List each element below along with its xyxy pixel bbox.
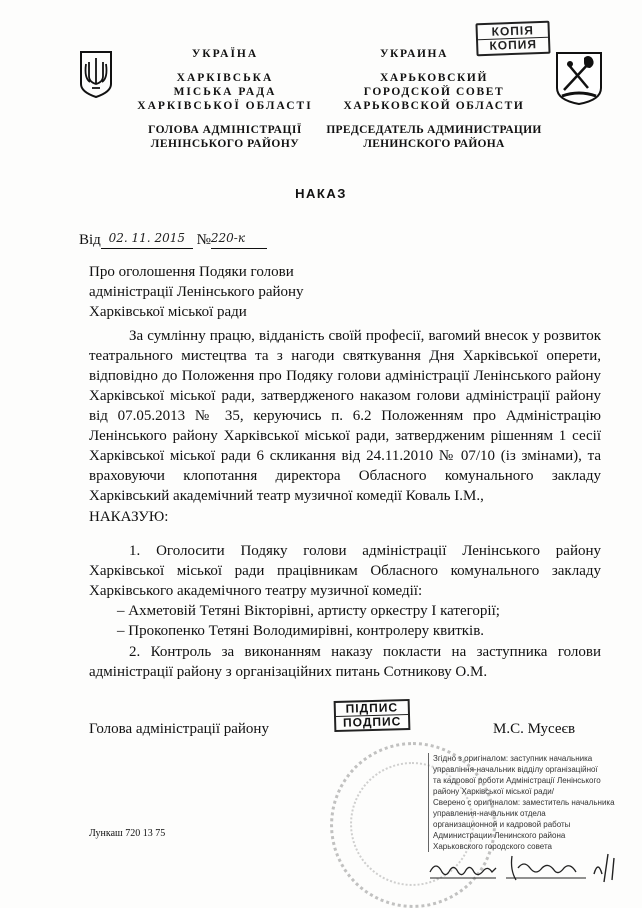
- council-ua-1: ХАРКІВСЬКА: [176, 72, 274, 84]
- country-ru: УКРАИНА: [379, 48, 449, 60]
- preamble-line: Ленінського району Харківської міської ради, затвердженим рішенням 1 сесії: [89, 428, 601, 444]
- certification-line: району Харківської міської ради/: [433, 787, 554, 796]
- preamble-line: Харківської міської ради 6 скликання від 24.11.2010 № 07/10 (із змінами), та: [89, 448, 601, 464]
- date-number-row: [79, 230, 339, 251]
- council-ru-3: ХАРЬКОВСКОЙ ОБЛАСТИ: [343, 100, 525, 112]
- certification-line: управління-начальник відділу організаційної: [433, 765, 598, 774]
- certification-line: Харьковского городского совета: [433, 842, 552, 851]
- council-ru-1: ХАРЬКОВСКИЙ: [379, 72, 489, 84]
- trident-emblem-icon: [78, 50, 114, 98]
- signatory-position: Голова адміністрації району: [89, 721, 269, 737]
- signature-stamp-line2: ПОДПИС: [342, 714, 402, 730]
- certification-line: Администрации Ленинского района: [433, 831, 566, 840]
- signatory-name: М.С. Мусеєв: [493, 721, 576, 737]
- preamble-paragraph: [89, 326, 601, 506]
- preamble-line: Харківський академічний театр музичної комедії Коваль І.М.,: [89, 488, 484, 504]
- header-left: [130, 47, 320, 151]
- country-ua: УКРАЇНА: [191, 48, 259, 60]
- subject-line: адміністрації Ленінського району: [89, 284, 304, 300]
- preamble-line: враховуючи клопотання директора Обласного комунального закладу: [89, 468, 601, 484]
- council-ua-3: ХАРКІВСЬКОЇ ОБЛАСТІ: [137, 100, 313, 112]
- certification-line: Згідно з оригіналом: заступник начальника: [433, 754, 593, 763]
- council-ua-2: МІСЬКА РАДА: [173, 86, 277, 98]
- item-2: [89, 642, 601, 682]
- item-1-line: Харківського академічного театру музичної комедії:: [89, 583, 423, 599]
- head-ru-2: ЛЕНИНСКОГО РАЙОНА: [363, 138, 505, 150]
- city-coat-of-arms-icon: [554, 50, 604, 106]
- item-1-line: 1. Оголосити Подяку голови адміністрації Ленінського району: [129, 543, 601, 559]
- certification-line: Сверено с оригиналом: заместитель начальника: [433, 798, 615, 807]
- certification-line: управления-начальник отдела: [433, 809, 546, 818]
- date-prefix: Від: [79, 232, 101, 248]
- item-2-line: 2. Контроль за виконанням наказу покласти на заступника голови: [129, 644, 601, 660]
- item-1-list-entry: – Ахметовій Тетяні Вікторівні, артисту оркестру І категорії;: [117, 603, 500, 619]
- signature-stamp: [334, 699, 411, 732]
- document-title: НАКАЗ: [295, 186, 347, 201]
- subject-block: [89, 262, 389, 322]
- item-1: [89, 541, 601, 641]
- subject-line: Харківської міської ради: [89, 304, 247, 320]
- preamble-line: За сумлінну працю, відданість своїй професії, вагомий внесок у розвиток: [129, 328, 601, 344]
- certification-block: [428, 753, 619, 852]
- copy-stamp-line1: КОПІЯ: [478, 24, 548, 40]
- item-1-line: Харківської міської ради працівникам Обласного комунального закладу: [89, 563, 601, 579]
- header-right: [326, 47, 542, 151]
- certification-line: организационной и кадровой работы: [433, 820, 571, 829]
- council-ru-2: ГОРОДСКОЙ СОВЕТ: [363, 86, 505, 98]
- head-ua-2: ЛЕНІНСЬКОГО РАЙОНУ: [150, 138, 300, 150]
- subject-line: Про оголошення Подяки голови: [89, 264, 294, 280]
- head-ua-1: ГОЛОВА АДМІНІСТРАЦІЇ: [148, 124, 302, 136]
- signature-stamp-line1: ПІДПИС: [336, 701, 408, 717]
- number-value: 220-к: [211, 228, 267, 249]
- certification-line: та кадрової роботи Адміністрації Ленінського: [433, 776, 601, 785]
- copy-stamp: [475, 21, 550, 57]
- preamble-line: Харківської міської ради, затвердженого наказом голови адміністрації району: [89, 388, 601, 404]
- item-1-list-entry: – Прокопенко Тетяні Володимирівні, контролеру квитків.: [117, 623, 485, 639]
- preamble-line: від 07.05.2013 № 35, керуючись п. 6.2 Положенням про Адміністрацію: [89, 408, 601, 424]
- number-prefix: №: [196, 232, 211, 248]
- preamble-line: відповідно до Положення про Подяку голови адміністрації Ленінського району: [89, 368, 601, 384]
- item-2-line: адміністрації району з організаційних питань Сотникову О.М.: [89, 664, 488, 680]
- footer-note: Лункаш 720 13 75: [89, 828, 166, 839]
- copy-stamp-line2: КОПИЯ: [489, 37, 538, 53]
- preamble-line: театрального мистецтва та з нагоди святкування Дня Харківської оперети,: [89, 348, 601, 364]
- date-value: 02. 11. 2015: [101, 228, 193, 249]
- order-word: НАКАЗУЮ:: [89, 509, 169, 525]
- head-ru-1: ПРЕДСЕДАТЕЛЬ АДМИНИСТРАЦИИ: [326, 124, 542, 136]
- handwritten-signature-icon: [426, 850, 626, 886]
